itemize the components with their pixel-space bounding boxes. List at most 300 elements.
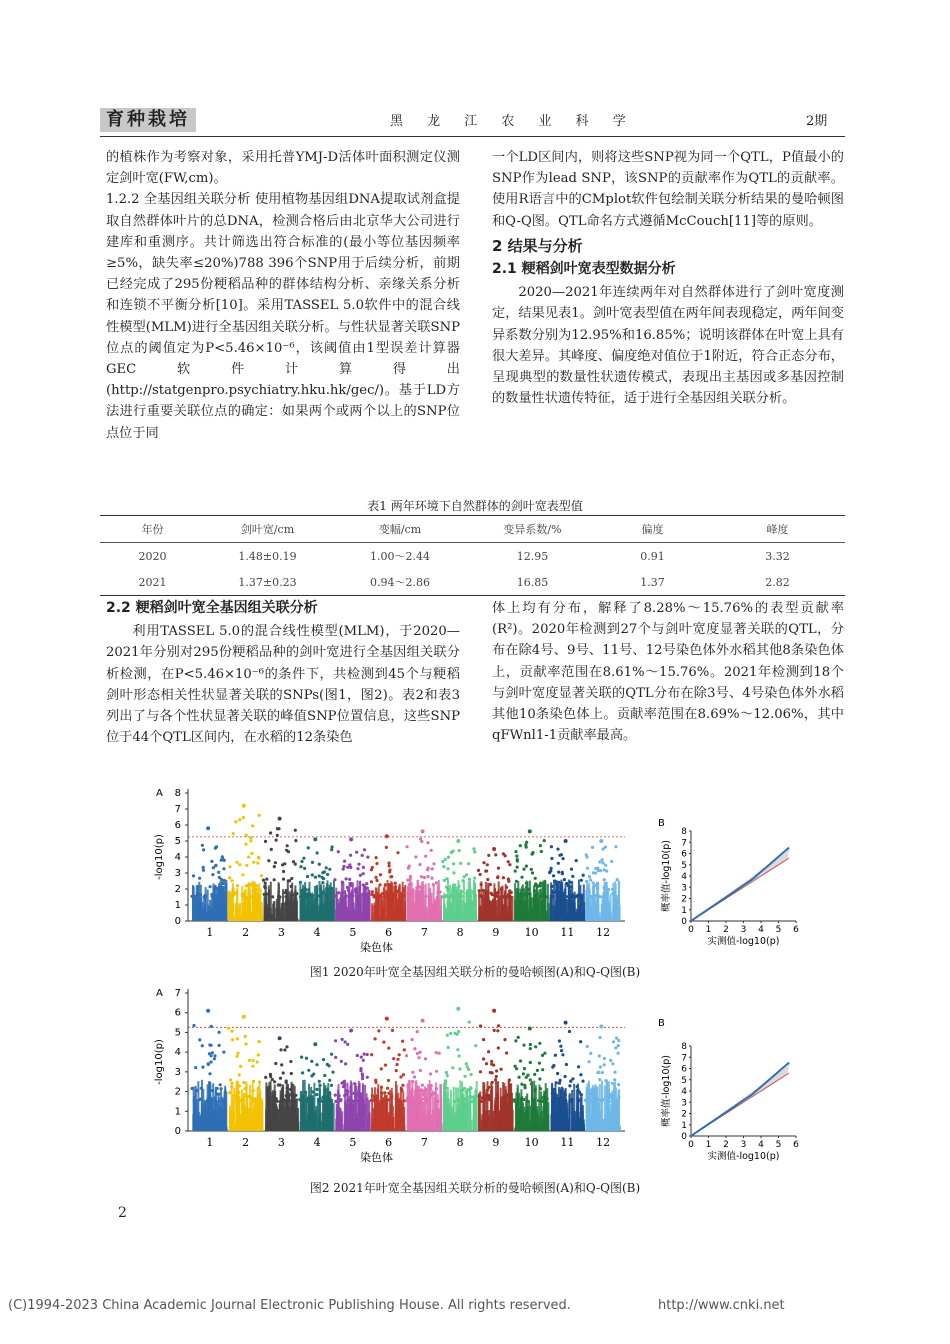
- snp-band: [514, 883, 516, 921]
- snp-band: [385, 1106, 387, 1131]
- snp-band: [559, 917, 561, 921]
- snp-point: [460, 1094, 463, 1097]
- snp-point: [522, 1044, 525, 1047]
- snp-point: [491, 1081, 494, 1084]
- snp-band: [359, 881, 361, 921]
- snp-point: [445, 1071, 448, 1074]
- snp-point: [446, 877, 449, 880]
- snp-band: [361, 911, 363, 921]
- snp-point: [213, 1100, 216, 1103]
- x-axis-label: 染色体: [360, 1151, 393, 1164]
- snp-point: [318, 1084, 321, 1087]
- snp-point: [570, 868, 573, 871]
- snp-band: [389, 1114, 391, 1131]
- table-header-row: [100, 516, 845, 543]
- snp-band: [469, 916, 471, 921]
- snp-point: [482, 1038, 485, 1041]
- snp-point: [311, 861, 314, 864]
- snp-band: [473, 880, 475, 921]
- snp-point: [605, 892, 608, 895]
- snp-point: [328, 1079, 331, 1082]
- snp-point: [557, 862, 560, 865]
- snp-point: [564, 1075, 567, 1078]
- snp-point: [315, 1093, 318, 1096]
- snp-point: [444, 1080, 447, 1083]
- snp-band: [432, 1090, 434, 1131]
- snp-point: [222, 1099, 225, 1102]
- x-tick-label: 5: [775, 1140, 782, 1150]
- snp-band: [436, 896, 438, 921]
- snp-point: [522, 1072, 525, 1075]
- x-tick-label: 12: [596, 926, 611, 939]
- snp-band: [253, 916, 255, 921]
- y-tick-label: 6: [681, 849, 687, 860]
- snp-point: [343, 860, 346, 863]
- snp-point: [494, 1100, 497, 1103]
- snp-point: [305, 888, 308, 891]
- table-cell: 12.95: [516, 549, 549, 563]
- snp-point: [453, 1100, 456, 1103]
- snp-point: [508, 1078, 511, 1081]
- snp-point: [202, 848, 205, 851]
- y-axis-label: -log10(p): [154, 834, 165, 880]
- snp-point: [539, 844, 542, 847]
- snp-point: [270, 848, 273, 851]
- snp-point: [204, 895, 207, 898]
- snp-point: [460, 895, 463, 898]
- snp-point: [435, 1051, 438, 1054]
- snp-point: [395, 890, 398, 893]
- snp-point: [218, 876, 221, 879]
- snp-point: [533, 889, 536, 892]
- snp-band: [578, 880, 580, 922]
- snp-band: [484, 913, 486, 921]
- snp-band: [258, 1106, 260, 1131]
- snp-point: [299, 895, 302, 898]
- snp-point: [395, 1069, 398, 1072]
- snp-band: [580, 1120, 582, 1131]
- snp-point: [611, 892, 614, 895]
- peak-snp: [278, 1036, 282, 1040]
- snp-band: [256, 899, 258, 921]
- snp-point: [218, 1031, 221, 1034]
- snp-point: [465, 873, 468, 876]
- snp-point: [580, 895, 583, 898]
- table-caption: 表1 两年环境下自然群体的剑叶宽表型值: [367, 499, 583, 513]
- snp-point: [208, 1072, 211, 1075]
- snp-point: [408, 865, 411, 868]
- snp-point: [273, 878, 276, 881]
- snp-point: [264, 1076, 267, 1079]
- snp-point: [268, 1099, 271, 1102]
- snp-point: [550, 845, 553, 848]
- snp-point: [508, 1087, 511, 1090]
- snp-band: [311, 1106, 313, 1131]
- x-tick-label: 0: [688, 925, 694, 935]
- snp-point: [246, 884, 249, 887]
- snp-point: [564, 1097, 567, 1100]
- snp-band: [241, 903, 243, 921]
- x-tick-label: 3: [277, 926, 285, 939]
- snp-point: [552, 1098, 555, 1101]
- snp-point: [451, 891, 454, 894]
- snp-band: [470, 1111, 472, 1131]
- snp-point: [451, 1066, 454, 1069]
- snp-point: [411, 1080, 414, 1083]
- snp-point: [387, 1047, 390, 1050]
- snp-point: [447, 1046, 450, 1049]
- snp-point: [319, 887, 322, 890]
- snp-point: [273, 865, 276, 868]
- snp-point: [446, 1097, 449, 1100]
- snp-point: [614, 1071, 617, 1074]
- snp-point: [588, 1060, 591, 1063]
- snp-point: [216, 1087, 219, 1090]
- snp-point: [401, 1040, 404, 1043]
- snp-point: [208, 1085, 211, 1088]
- peak-snp: [206, 1009, 210, 1013]
- snp-point: [243, 1094, 246, 1097]
- snp-point: [220, 859, 223, 862]
- snp-point: [576, 1085, 579, 1088]
- snp-point: [514, 850, 517, 853]
- snp-band: [277, 919, 279, 921]
- snp-point: [424, 1096, 427, 1099]
- snp-band: [582, 1111, 584, 1131]
- snp-point: [432, 883, 435, 886]
- snp-band: [619, 918, 621, 921]
- snp-point: [228, 1091, 231, 1094]
- snp-band: [467, 1128, 469, 1131]
- snp-point: [223, 879, 226, 882]
- snp-point: [446, 1074, 449, 1077]
- snp-point: [387, 1098, 390, 1101]
- snp-band: [565, 1115, 567, 1131]
- snp-band: [603, 1122, 605, 1131]
- snp-point: [370, 880, 373, 883]
- section-tag: 育种栽培: [100, 108, 196, 132]
- snp-point: [286, 844, 289, 847]
- snp-point: [480, 883, 483, 886]
- snp-point: [245, 1042, 248, 1045]
- snp-band: [578, 1118, 580, 1131]
- snp-point: [581, 1080, 584, 1083]
- snp-point: [602, 861, 605, 864]
- snp-point: [323, 1089, 326, 1092]
- snp-point: [589, 1090, 592, 1093]
- snp-point: [400, 894, 403, 897]
- paragraph: 的植株作为考察对象，采用托普YMJ-D活体叶面积测定仪测定剑叶宽(FW,cm)。: [106, 150, 460, 187]
- snp-point: [577, 893, 580, 896]
- snp-band: [601, 910, 603, 921]
- snp-point: [584, 1099, 587, 1102]
- snp-point: [520, 1097, 523, 1100]
- snp-point: [283, 1048, 286, 1051]
- snp-band: [297, 919, 299, 921]
- snp-point: [210, 860, 213, 863]
- chromosome-2-points: [228, 804, 263, 921]
- snp-point: [474, 1090, 477, 1093]
- snp-band: [587, 913, 589, 921]
- snp-point: [537, 1099, 540, 1102]
- snp-point: [593, 894, 596, 897]
- snp-point: [349, 854, 352, 857]
- snp-point: [345, 877, 348, 880]
- issue-number: 2期: [806, 114, 828, 129]
- snp-point: [375, 879, 378, 882]
- snp-band: [232, 1110, 234, 1131]
- snp-point: [563, 878, 566, 881]
- snp-point: [490, 1060, 493, 1063]
- snp-point: [538, 1062, 541, 1065]
- snp-point: [354, 888, 357, 891]
- y-tick-label: 2: [681, 894, 687, 905]
- snp-point: [419, 1100, 422, 1103]
- snp-point: [274, 1062, 277, 1065]
- snp-point: [516, 866, 519, 869]
- snp-point: [540, 850, 543, 853]
- snp-point: [300, 1095, 303, 1098]
- snp-point: [575, 859, 578, 862]
- snp-point: [444, 858, 447, 861]
- snp-point: [263, 894, 266, 897]
- snp-point: [409, 875, 412, 878]
- snp-point: [405, 1054, 408, 1057]
- snp-band: [413, 1108, 415, 1131]
- snp-point: [279, 1084, 282, 1087]
- snp-point: [611, 888, 614, 891]
- snp-band: [450, 902, 452, 921]
- snp-point: [559, 1045, 562, 1048]
- snp-point: [215, 1092, 218, 1095]
- snp-point: [456, 1033, 459, 1036]
- snp-point: [190, 895, 193, 898]
- snp-point: [290, 1093, 293, 1096]
- snp-point: [607, 888, 610, 891]
- snp-point: [603, 878, 606, 881]
- snp-point: [267, 1095, 270, 1098]
- chromosome-11-points: [548, 839, 585, 921]
- snp-point: [321, 891, 324, 894]
- snp-point: [321, 1096, 324, 1099]
- snp-point: [529, 1078, 532, 1081]
- snp-point: [432, 862, 435, 865]
- x-tick-label: 9: [492, 1136, 500, 1149]
- y-tick-label: 0: [174, 916, 181, 927]
- snp-point: [300, 860, 303, 863]
- table-cell: 1.37: [640, 575, 665, 589]
- y-tick-label: 0: [681, 1132, 687, 1142]
- peak-snp: [564, 1021, 568, 1025]
- snp-band: [512, 896, 514, 921]
- snp-point: [617, 1039, 620, 1042]
- snp-point: [331, 845, 334, 848]
- snp-point: [339, 1098, 342, 1101]
- snp-point: [423, 876, 426, 879]
- paragraph: 体上均有分布，解释了8.28%～15.76%的表型贡献率(R²)。2020年检测到27个与剑叶宽度显著关联的QTL，分布在除4号、9号、11号、12号染色体外水稻其他8条染色体上，贡献率范围在8.61%～15.76%。2021年检测到18个与剑叶宽度显著关联的QTL分布在除3号、4号染色体外水稻其他10条染色体上。贡献率范围在8.69%～12.06%，其中qFWnl1-1贡献率最高。: [492, 601, 844, 744]
- snp-point: [604, 846, 607, 849]
- snp-point: [526, 1074, 529, 1077]
- snp-point: [571, 875, 574, 878]
- snp-band: [204, 1130, 206, 1131]
- snp-band: [546, 911, 548, 921]
- right-column-top: [492, 147, 844, 409]
- snp-band: [281, 905, 283, 921]
- snp-point: [252, 1080, 255, 1083]
- snp-point: [530, 1082, 533, 1085]
- snp-point: [579, 1040, 582, 1043]
- snp-point: [254, 1100, 257, 1103]
- snp-point: [429, 1072, 432, 1075]
- y-axis-label: 概率值-log10(p): [661, 840, 672, 912]
- copyright-notice: (C)1994-2023 China Academic Journal Electronic Publishing House. All rights reserved.: [8, 1298, 571, 1313]
- snp-point: [380, 1092, 383, 1095]
- snp-point: [291, 894, 294, 897]
- snp-point: [444, 1086, 447, 1089]
- snp-point: [487, 854, 490, 857]
- snp-point: [590, 1099, 593, 1102]
- snp-point: [232, 891, 235, 894]
- snp-point: [610, 860, 613, 863]
- snp-point: [495, 895, 498, 898]
- snp-band: [209, 909, 211, 921]
- source-url[interactable]: http://www.cnki.net: [658, 1298, 785, 1313]
- x-tick-label: 2: [723, 1140, 729, 1150]
- snp-point: [325, 894, 328, 897]
- snp-point: [421, 1084, 424, 1087]
- snp-point: [534, 877, 537, 880]
- x-tick-label: 5: [775, 925, 782, 935]
- snp-point: [597, 869, 600, 872]
- snp-point: [202, 866, 205, 869]
- snp-band: [607, 905, 609, 921]
- snp-point: [250, 852, 253, 855]
- snp-point: [596, 1098, 599, 1101]
- snp-point: [286, 1087, 289, 1090]
- snp-point: [558, 895, 561, 898]
- snp-point: [543, 1052, 546, 1055]
- snp-band: [511, 1110, 513, 1131]
- snp-band: [337, 1118, 339, 1132]
- snp-point: [274, 861, 277, 864]
- table-cell: 2021: [138, 575, 167, 589]
- snp-point: [398, 1053, 401, 1056]
- snp-point: [287, 1099, 290, 1102]
- snp-point: [210, 1025, 213, 1028]
- snp-point: [485, 1094, 488, 1097]
- snp-band: [287, 1084, 289, 1131]
- snp-point: [491, 893, 494, 896]
- snp-point: [515, 855, 518, 858]
- snp-point: [435, 881, 438, 884]
- snp-point: [311, 1098, 314, 1101]
- paragraph: 2020—2021年连续两年对自然群体进行了剑叶宽度测定，结果见表1。剑叶宽表型值在两年间表现稳定，两年间变异系数分别为12.95%和16.85%；说明该群体在叶宽上具有很大差异。其峰度、偏度绝对值位于1附近，符合正态分布，呈现典型的数量性状遗传模式，表现出主基因或多基因控制的数量性状遗传特征，适于进行全基因组关联分析。: [492, 285, 844, 407]
- snp-band: [574, 903, 576, 921]
- snp-point: [604, 1079, 607, 1082]
- snp-band: [239, 1118, 241, 1131]
- snp-point: [235, 861, 238, 864]
- snp-point: [356, 1054, 359, 1057]
- x-tick-label: 10: [524, 1136, 539, 1149]
- snp-point: [198, 877, 201, 880]
- snp-band: [483, 1127, 485, 1131]
- snp-point: [236, 1037, 239, 1040]
- snp-point: [307, 1069, 310, 1072]
- snp-point: [478, 1095, 481, 1098]
- snp-band: [482, 895, 484, 921]
- snp-band: [342, 1125, 344, 1131]
- snp-point: [482, 889, 485, 892]
- snp-point: [256, 894, 259, 897]
- snp-point: [293, 1095, 296, 1098]
- qq-plot-2020: [660, 827, 799, 947]
- snp-point: [514, 1039, 517, 1042]
- snp-point: [276, 827, 279, 830]
- snp-point: [300, 1056, 303, 1059]
- snp-point: [593, 1100, 596, 1103]
- snp-point: [419, 891, 422, 894]
- x-axis-label: 实测值-log10(p): [707, 936, 780, 947]
- paragraph: 利用TASSEL 5.0的混合线性模型(MLM)，于2020—2021年分别对295份粳稻品种的剑叶宽进行全基因组关联分析检测，在P<5.46×10⁻⁶的条件下，共检测到45个与粳稻剑叶形态相关性状显著关联的SNPs(图1，图2)。表2和表3列出了与各个性状显著关联的峰值SNP位置信息，这些SNP位于44个QTL区间内，在水稻的12条染色: [106, 624, 460, 746]
- snp-band: [604, 915, 606, 921]
- snp-point: [609, 1096, 612, 1099]
- snp-band: [391, 918, 393, 922]
- y-tick-label: 3: [681, 1098, 687, 1109]
- snp-band: [599, 1084, 601, 1131]
- snp-point: [598, 1054, 601, 1057]
- snp-point: [222, 867, 225, 870]
- snp-point: [446, 1034, 449, 1037]
- snp-point: [585, 856, 588, 859]
- snp-point: [604, 864, 607, 867]
- snp-point: [289, 1088, 292, 1091]
- snp-point: [596, 1071, 599, 1074]
- snp-point: [502, 876, 505, 879]
- snp-point: [347, 1099, 350, 1102]
- snp-point: [616, 878, 619, 881]
- snp-point: [383, 1099, 386, 1102]
- snp-band: [576, 913, 578, 921]
- snp-point: [482, 1057, 485, 1060]
- snp-point: [531, 871, 534, 874]
- snp-point: [468, 878, 471, 881]
- snp-point: [550, 867, 553, 870]
- snp-point: [524, 893, 527, 896]
- snp-band: [368, 914, 370, 921]
- snp-band: [583, 910, 585, 921]
- snp-point: [299, 865, 302, 868]
- peak-snp: [456, 1007, 460, 1011]
- snp-point: [387, 1092, 390, 1095]
- snp-point: [327, 1098, 330, 1101]
- snp-point: [535, 885, 538, 888]
- snp-point: [548, 871, 551, 874]
- snp-point: [306, 875, 309, 878]
- snp-band: [557, 1112, 559, 1131]
- chromosome-7-points: [405, 1019, 442, 1131]
- snp-point: [388, 888, 391, 891]
- snp-point: [384, 1095, 387, 1098]
- x-tick-label: 3: [740, 1140, 747, 1150]
- chromosome-11-points: [550, 1021, 585, 1131]
- y-tick-label: 1: [174, 1106, 181, 1118]
- snp-point: [456, 1048, 459, 1051]
- snp-band: [314, 1112, 316, 1131]
- snp-point: [501, 894, 504, 897]
- snp-point: [614, 845, 617, 848]
- snp-band: [281, 1118, 283, 1131]
- snp-point: [563, 893, 566, 896]
